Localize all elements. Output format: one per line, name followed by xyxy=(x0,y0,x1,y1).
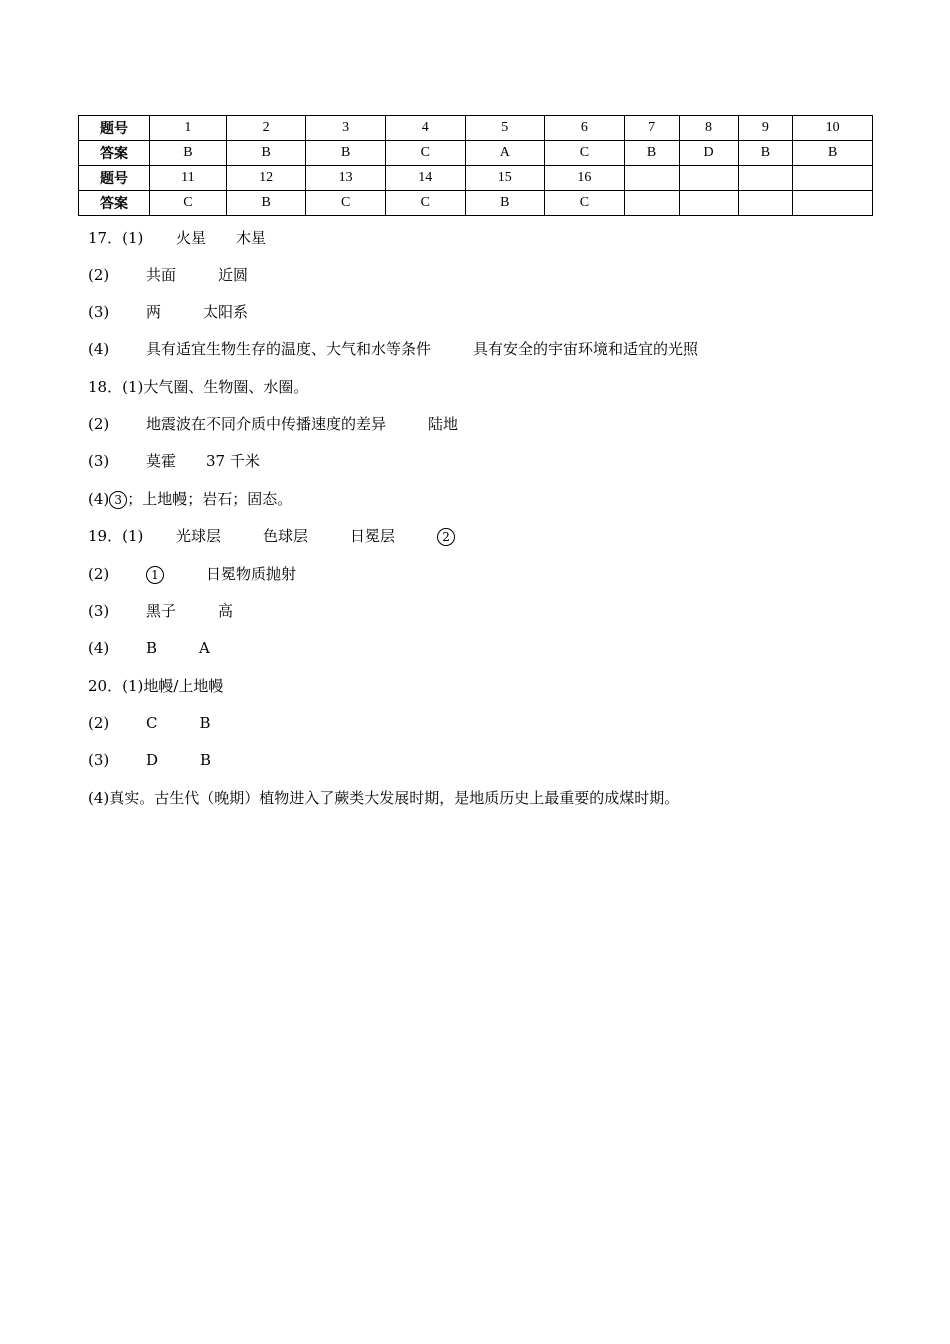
table-cell: 9 xyxy=(738,116,793,141)
table-cell: B xyxy=(150,141,227,166)
circled-number: 3 xyxy=(109,491,127,509)
table-cell: B xyxy=(306,141,386,166)
table-cell: B xyxy=(793,141,873,166)
answer-text: 陆地 xyxy=(428,415,459,433)
q20-line-2 xyxy=(88,713,211,733)
q19-line-4 xyxy=(88,638,210,658)
table-cell: C xyxy=(385,191,465,216)
answer-text: C xyxy=(146,714,158,732)
circled-number: 1 xyxy=(146,566,164,584)
answer-text: B xyxy=(200,751,212,769)
row-header: 答案 xyxy=(79,141,150,166)
table-cell: 11 xyxy=(150,166,227,191)
row-header: 答案 xyxy=(79,191,150,216)
q20-line-1 xyxy=(88,676,223,696)
answer-text: 具有安全的宇宙环境和适宜的光照 xyxy=(473,340,699,358)
answer-text: 18．(1)大气圈、生物圈、水圈。 xyxy=(88,378,309,396)
table-row xyxy=(79,166,873,191)
answer-text: 20．(1)地幔/上地幔 xyxy=(88,677,224,695)
q18-line-4 xyxy=(88,489,292,509)
q17-number: 17．(1) xyxy=(88,229,144,247)
table-row xyxy=(79,191,873,216)
table-cell: 14 xyxy=(385,166,465,191)
table-cell: 5 xyxy=(465,116,545,141)
q17-line-4 xyxy=(88,339,698,359)
table-cell: C xyxy=(545,191,625,216)
answer-text: 火星 xyxy=(176,229,207,247)
answer-text: 两 xyxy=(146,303,162,321)
q20-line-3 xyxy=(88,750,211,770)
table-cell xyxy=(679,166,738,191)
answer-text: 37 千米 xyxy=(206,452,260,470)
row-header: 题号 xyxy=(79,116,150,141)
table-cell: B xyxy=(738,141,793,166)
table-cell: 6 xyxy=(545,116,625,141)
answer-text: 木星 xyxy=(236,229,267,247)
table-cell xyxy=(624,166,679,191)
sub-number: (2) xyxy=(88,266,110,284)
table-cell xyxy=(793,166,873,191)
answer-text: 地震波在不同介质中传播速度的差异 xyxy=(146,415,387,433)
answer-text: 黑子 xyxy=(146,602,177,620)
table-cell: 13 xyxy=(306,166,386,191)
sub-number: (4) xyxy=(88,340,110,358)
answer-text: A xyxy=(199,639,210,657)
q19-number: 19．(1) xyxy=(88,527,144,545)
table-cell xyxy=(679,191,738,216)
table-cell: B xyxy=(624,141,679,166)
table-cell: B xyxy=(226,191,306,216)
table-cell xyxy=(738,166,793,191)
sub-number: (3) xyxy=(88,303,110,321)
table-cell: 2 xyxy=(226,116,306,141)
table-cell: 8 xyxy=(679,116,738,141)
table-cell: C xyxy=(385,141,465,166)
sub-number: (4) xyxy=(88,639,110,657)
answer-text: B xyxy=(199,714,211,732)
answer-text: 日冕物质抛射 xyxy=(206,565,297,583)
table-cell xyxy=(738,191,793,216)
q18-line-2 xyxy=(88,414,458,434)
table-cell: 4 xyxy=(385,116,465,141)
table-cell: C xyxy=(306,191,386,216)
table-cell: 15 xyxy=(465,166,545,191)
answer-table xyxy=(78,115,873,216)
table-cell: 16 xyxy=(545,166,625,191)
answer-text: B xyxy=(146,639,158,657)
q19-line-2 xyxy=(88,564,296,584)
table-cell: 10 xyxy=(793,116,873,141)
answer-text: 共面 xyxy=(146,266,177,284)
q17-line-1 xyxy=(88,228,266,248)
sub-number: (3) xyxy=(88,751,110,769)
table-cell: 7 xyxy=(624,116,679,141)
table-row xyxy=(79,141,873,166)
answer-text: 莫霍 xyxy=(146,452,177,470)
sub-number: (2) xyxy=(88,415,110,433)
answer-text: 高 xyxy=(218,602,234,620)
table-cell: C xyxy=(150,191,227,216)
table-row xyxy=(79,116,873,141)
answer-text: 太阳系 xyxy=(203,303,249,321)
table-cell: 12 xyxy=(226,166,306,191)
answer-text: 日冕层 xyxy=(350,527,396,545)
sub-number: (3) xyxy=(88,602,110,620)
table-cell xyxy=(624,191,679,216)
circled-number: 2 xyxy=(437,528,455,546)
answer-text: D xyxy=(146,751,159,769)
q17-line-2 xyxy=(88,265,248,285)
table-cell: 1 xyxy=(150,116,227,141)
q18-line-3 xyxy=(88,451,260,471)
table-cell: C xyxy=(545,141,625,166)
answer-text: 色球层 xyxy=(263,527,309,545)
q20-line-4 xyxy=(88,788,679,808)
answer-text: 近圆 xyxy=(218,266,249,284)
answer-text: (4)真实。古生代（晚期）植物进入了蕨类大发展时期，是地质历史上最重要的成煤时期。 xyxy=(88,789,680,807)
answer-text: 光球层 xyxy=(176,527,222,545)
sub-number: (2) xyxy=(88,714,110,732)
q19-line-3 xyxy=(88,601,233,621)
table-cell xyxy=(793,191,873,216)
table-cell: D xyxy=(679,141,738,166)
table-cell: A xyxy=(465,141,545,166)
row-header: 题号 xyxy=(79,166,150,191)
q18-line-1 xyxy=(88,377,308,397)
answer-text: 具有适宜生物生存的温度、大气和水等条件 xyxy=(146,340,432,358)
table-cell: 3 xyxy=(306,116,386,141)
q17-line-3 xyxy=(88,302,248,322)
table-cell: B xyxy=(465,191,545,216)
sub-number: (4) xyxy=(88,490,110,508)
sub-number: (2) xyxy=(88,565,110,583)
q19-line-1 xyxy=(88,526,455,546)
table-cell: B xyxy=(226,141,306,166)
answer-text: ；上地幔；岩石；固态。 xyxy=(127,490,293,508)
sub-number: (3) xyxy=(88,452,110,470)
